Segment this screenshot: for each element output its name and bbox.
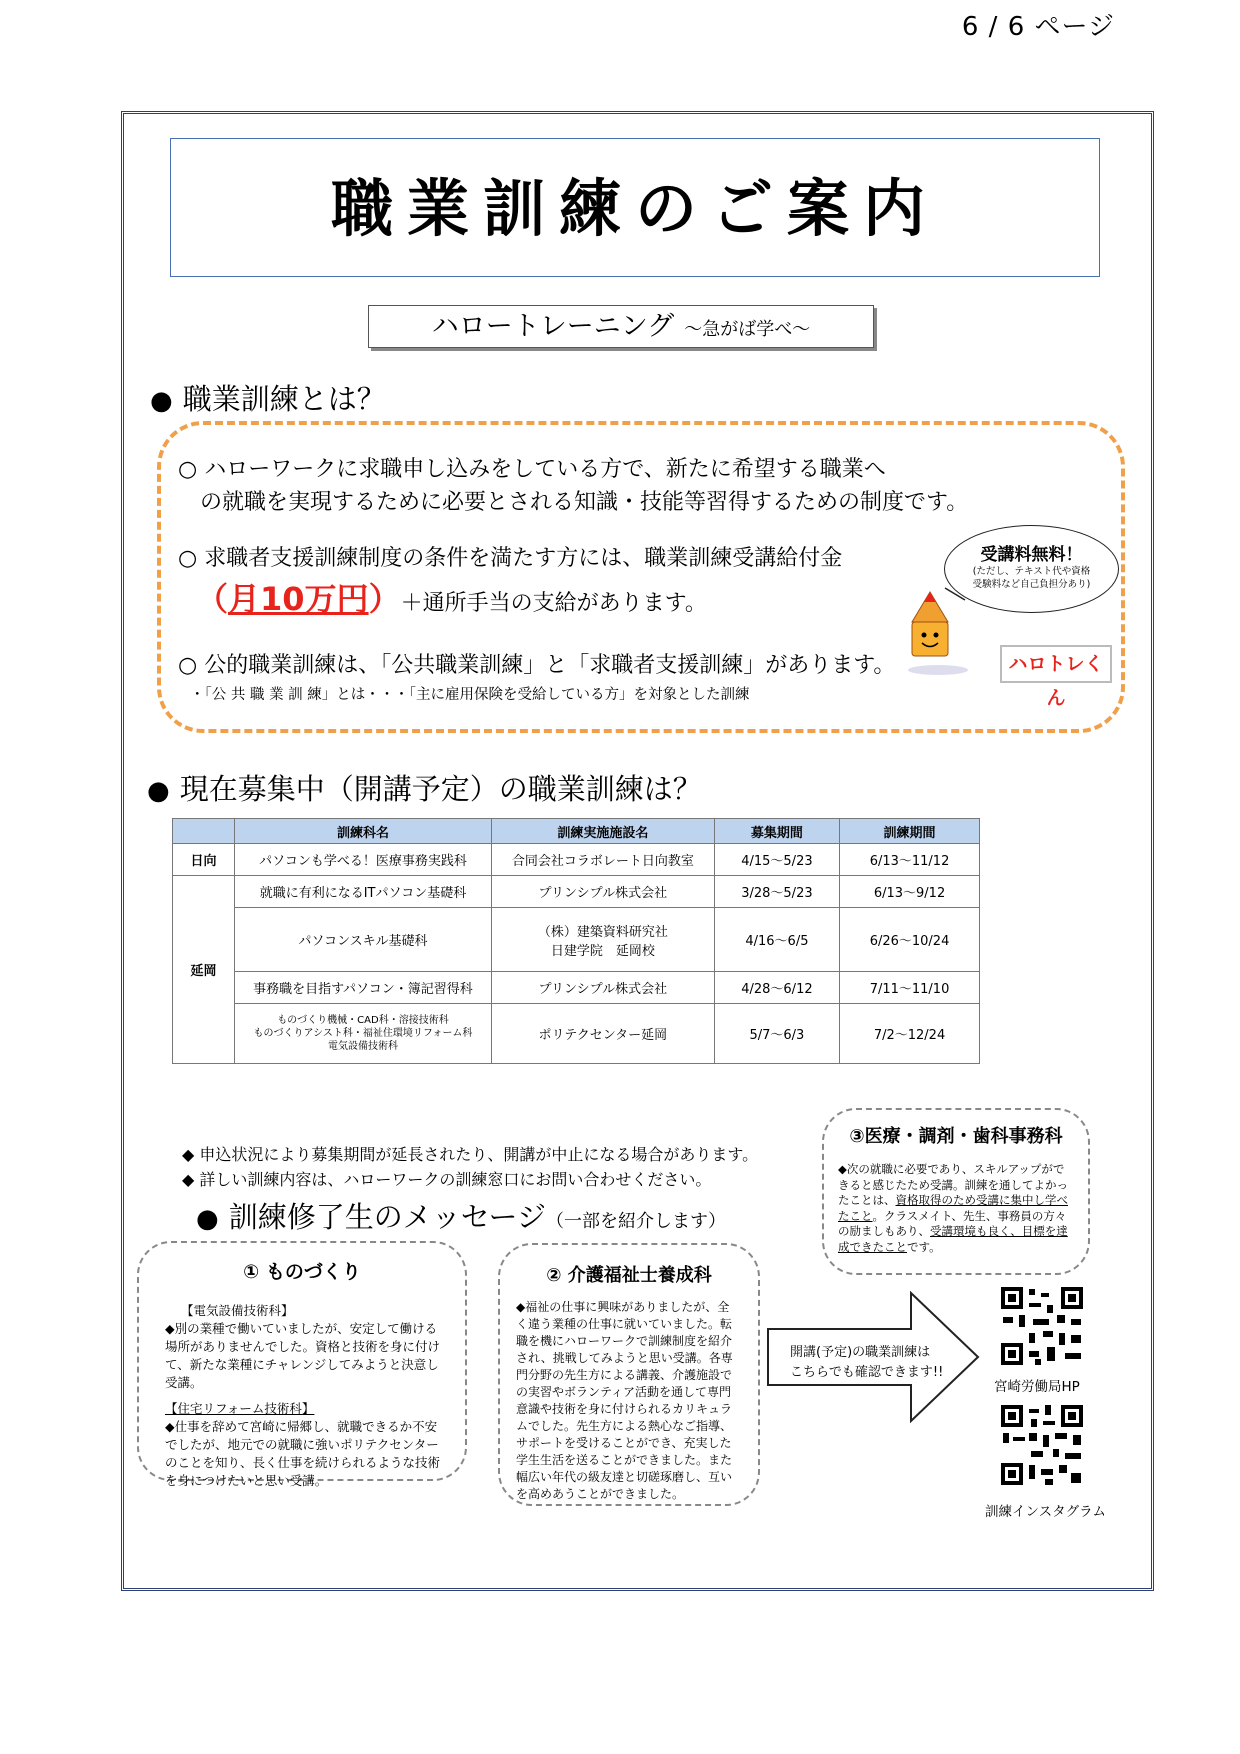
message-card-2 (498, 1243, 760, 1506)
p1-line2: の就職を実現するために必要とされる知識・技能等習得するための制度です。 (200, 490, 969, 515)
column-header: 訓練実施施設名 (491, 819, 714, 844)
p3-note: ・「公 共 職 業 訓 練」とは・・・「主に雇用保険を受給している方」を対象とした訓練 (190, 687, 750, 703)
card3-title: ③医療・調剤・歯科事務科 (849, 1126, 1063, 1147)
card1-s2-title: 【住宅リフォーム技術科】 (165, 1401, 315, 1416)
logo-hallotorekun: ハロトレくん (1000, 645, 1112, 683)
section2-heading: ● 現在募集中（開講予定）の職業訓練は？ (147, 772, 702, 806)
table-row: ものづくり機械・CAD科・溶接技術科 ものづくりアシスト科・福祉住環境リフォーム科 電気設備技術科 ポリテクセンター延岡 5/7〜6/3 7/2〜12/24 (173, 1004, 980, 1064)
title-box (170, 138, 1100, 277)
bullet-icon: ● (147, 776, 170, 806)
arrow-text: 開講(予定)の職業訓練は こちらでも確認できます!! (790, 1345, 944, 1380)
card1-s1-title: 【電気設備技術科】 (181, 1303, 294, 1318)
note-1: ◆ 申込状況により募集期間が延長されたり、開講が中止になる場合があります。 (182, 1145, 759, 1164)
p1-line1: ○ ハローワークに求職申し込みをしている方で、新たに希望する職業へ (178, 457, 886, 482)
message-card-3 (822, 1108, 1090, 1275)
table-row: パソコンスキル基礎科 （株）建築資料研究社 日建学院 延岡校 4/16〜6/5 6/26〜10/24 (173, 908, 980, 972)
p2-line2: （月10万円）＋通所手当の支給があります。 (196, 580, 707, 618)
card1-title: ① ものづくり (243, 1261, 361, 1283)
qr-code-hp[interactable] (999, 1285, 1085, 1367)
table-header-row (173, 819, 980, 844)
card3-text: ◆次の就職に必要であり、スキルアップができると感じたため受講。訓練を通してよかったことは、資格取得のため受講に集中し学べたこと。クラスメイト、先生、事務員の方々の励ましもあり、受講環境も良く、目標を達成できたことです。 (838, 1162, 1068, 1254)
subtitle-main: ハロートレーニング (431, 311, 675, 342)
benefit-amount: 月10万円 (228, 580, 369, 618)
p3: ○ 公的職業訓練は、「公共職業訓練」と「求職者支援訓練」があります。 (178, 653, 896, 678)
p2-line1: ○ 求職者支援訓練制度の条件を満たす方には、職業訓練受講給付金 (178, 546, 843, 571)
column-header: 募集期間 (714, 819, 839, 844)
table-row: 延岡 就職に有利になるITパソコン基礎科 プリンシプル株式会社 3/28〜5/23 6/13〜9/12 (173, 876, 980, 908)
subtitle-box (368, 305, 874, 348)
card1-s1-text: ◆別の業種で働いていましたが、安定して働ける場所がありませんでした。資格と技術を身に付けて、新たな業種にチャレンジしてみようと決意し受講。 (165, 1321, 441, 1390)
bullet-icon: ● (150, 386, 173, 416)
speech-bubble: 受講料無料！ (ただし、テキスト代や資格 受験料など自己負担分あり) (944, 525, 1119, 613)
note-2: ◆ 詳しい訓練内容は、ハローワークの訓練窓口にお問い合わせください。 (182, 1170, 712, 1189)
section1-heading: ● 職業訓練とは？ (150, 382, 386, 416)
subtitle-sub: 〜急がば学べ〜 (684, 319, 811, 340)
table-row: 事務職を目指すパソコン・簿記習得科 プリンシプル株式会社 4/28〜6/12 7/11〜11/10 (173, 972, 980, 1004)
section3-heading: ● 訓練修了生のメッセージ（一部を紹介します） (196, 1200, 726, 1234)
card1-s2-text: ◆仕事を辞めて宮崎に帰郷し、就職できるか不安でしたが、地元での就職に強いポリテクセンターのことを知り、長く仕事を続けられるような技術を身につけたいと思い受講。 (165, 1419, 441, 1488)
qr-hp-label: 宮崎労働局HP (994, 1379, 1080, 1395)
page-number: 6 / 6 ページ (961, 12, 1115, 42)
bullet-icon: ● (196, 1204, 219, 1234)
message-card-1 (137, 1241, 467, 1488)
table-row: 日向 パソコンも学べる！医療事務実践科 合同会社コラボレート日向教室 4/15〜5/23 6/13〜11/12 (173, 844, 980, 876)
course-table (172, 818, 980, 1064)
card2-title: ② 介護福祉士養成科 (546, 1265, 712, 1286)
card2-text: ◆福祉の仕事に興味がありましたが、全く違う業種の仕事に就いていました。転職を機にハローワークで訓練制度を紹介され、挑戦してみようと思い受講。各専門分野の先生方による講義、介護施設での実習やボランティア活動を通して専門意識や技術を身に付けられるカリキュラムでした。先生方による熱心なご指導、サポートを受けることができ、充実した学生生活を送ることができました。また幅広い年代の級友達と切磋琢磨し、互いを高めあうことができました。 (516, 1300, 733, 1501)
column-header: 訓練期間 (840, 819, 980, 844)
column-header: 訓練科名 (235, 819, 492, 844)
qr-code-instagram[interactable] (999, 1403, 1085, 1487)
page-title: 職業訓練のご案内 (330, 172, 939, 245)
mascot-icon (900, 580, 990, 680)
qr-instagram-label: 訓練インスタグラム (985, 1504, 1106, 1520)
